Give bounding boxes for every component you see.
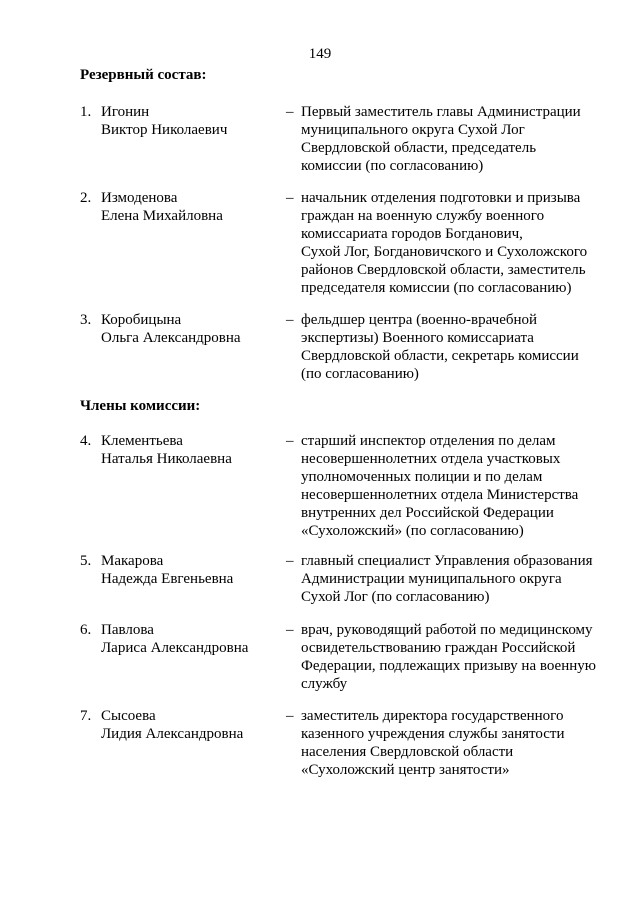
description-line: Свердловской области, секретарь комиссии [301, 348, 579, 364]
position-description [301, 311, 621, 383]
person-name [101, 621, 286, 657]
dash: – [286, 190, 294, 206]
given-names: Лидия Александровна [101, 726, 244, 742]
surname: Павлова [101, 622, 154, 638]
section-heading-members: Члены комиссии: [80, 398, 201, 414]
description-line: муниципального округа Сухой Лог [301, 122, 525, 138]
description-line: «Сухоложский центр занятости» [301, 762, 510, 778]
given-names: Елена Михайловна [101, 208, 223, 224]
given-names: Виктор Николаевич [101, 122, 228, 138]
position-description [301, 189, 621, 297]
dash: – [286, 312, 294, 328]
surname: Сысоева [101, 708, 156, 724]
surname: Игонин [101, 104, 150, 120]
given-names: Лариса Александровна [101, 640, 249, 656]
description-line: врач, руководящий работой по медицинскому [301, 622, 593, 638]
description-line: граждан на военную службу военного [301, 208, 545, 224]
description-line: «Сухоложский» (по согласованию) [301, 523, 524, 539]
position-description [301, 432, 621, 540]
person-name [101, 103, 286, 139]
person-name [101, 189, 286, 225]
description-line: несовершеннолетних отдела Министерства [301, 487, 579, 503]
item-number: 1. [80, 104, 92, 120]
description-line: Федерации, подлежащих призыву на военную [301, 658, 596, 674]
description-line: несовершеннолетних отдела участковых [301, 451, 561, 467]
dash: – [286, 104, 294, 120]
description-line: Сухой Лог (по согласованию) [301, 589, 490, 605]
dash: – [286, 433, 294, 449]
description-line: освидетельствованию граждан Российской [301, 640, 576, 656]
person-name [101, 311, 286, 347]
section-heading-reserve: Резервный состав: [80, 67, 207, 83]
description-line: Сухой Лог, Богдановичского и Сухоложского [301, 244, 588, 260]
description-line: населения Свердловской области [301, 744, 514, 760]
position-description [301, 621, 621, 693]
page-number: 149 [308, 46, 332, 62]
person-name [101, 432, 286, 468]
description-line: уполномоченных полиции и по делам [301, 469, 543, 485]
dash: – [286, 622, 294, 638]
item-number: 4. [80, 433, 92, 449]
surname: Коробицына [101, 312, 182, 328]
item-number: 6. [80, 622, 92, 638]
position-description [301, 103, 621, 175]
description-line: внутренних дел Российской Федерации [301, 505, 554, 521]
description-line: казенного учреждения службы занятости [301, 726, 565, 742]
surname: Макарова [101, 553, 164, 569]
description-line: районов Свердловской области, заместитель [301, 262, 586, 278]
description-line: начальник отделения подготовки и призыва [301, 190, 581, 206]
description-line: службу [301, 676, 348, 692]
description-line: главный специалист Управления образования [301, 553, 593, 569]
description-line: комиссии (по согласованию) [301, 158, 484, 174]
item-number: 5. [80, 553, 92, 569]
item-number: 3. [80, 312, 92, 328]
dash: – [286, 553, 294, 569]
given-names: Наталья Николаевна [101, 451, 232, 467]
given-names: Ольга Александровна [101, 330, 241, 346]
person-name [101, 552, 286, 588]
description-line: Администрации муниципального округа [301, 571, 562, 587]
given-names: Надежда Евгеньевна [101, 571, 234, 587]
description-line: заместитель директора государственного [301, 708, 564, 724]
description-line: старший инспектор отделения по делам [301, 433, 556, 449]
dash: – [286, 708, 294, 724]
description-line: Первый заместитель главы Администрации [301, 104, 581, 120]
description-line: фельдшер центра (военно-врачебной [301, 312, 538, 328]
position-description [301, 552, 621, 606]
person-name [101, 707, 286, 743]
description-line: комиссариата городов Богданович, [301, 226, 523, 242]
item-number: 2. [80, 190, 92, 206]
description-line: Свердловской области, председатель [301, 140, 537, 156]
surname: Клементьева [101, 433, 183, 449]
description-line: (по согласованию) [301, 366, 419, 382]
surname: Измоденова [101, 190, 178, 206]
position-description [301, 707, 621, 779]
description-line: председателя комиссии (по согласованию) [301, 280, 572, 296]
description-line: экспертизы) Военного комиссариата [301, 330, 534, 346]
item-number: 7. [80, 708, 92, 724]
